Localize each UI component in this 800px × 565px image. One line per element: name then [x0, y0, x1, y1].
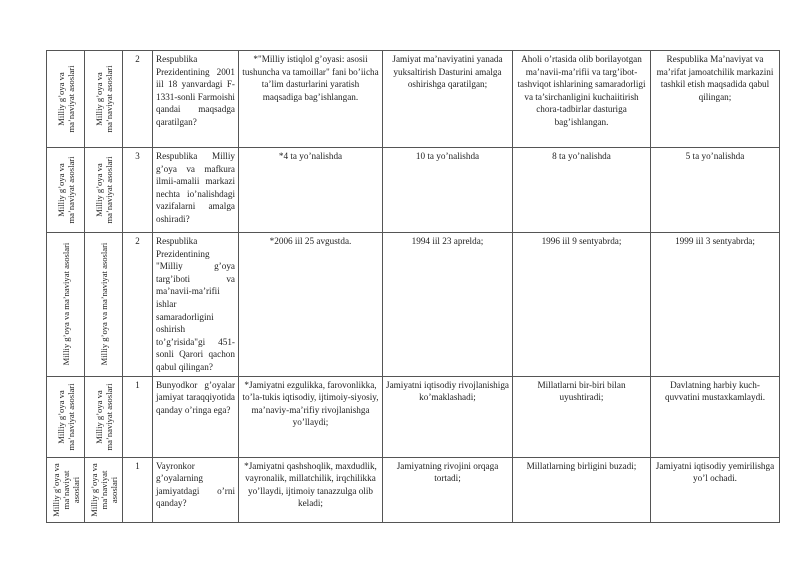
subject-cell: Milliy g’oya va ma’naviyat asoslari [47, 51, 85, 148]
difficulty-level: 1 [123, 457, 153, 522]
subject-cell: Milliy g’oya va ma’naviyat asoslari [47, 148, 85, 233]
answer-option: Millatlarning birligini buzadi; [513, 457, 651, 522]
subject-cell: Milliy g’oya va ma’naviyat asoslari [47, 376, 85, 457]
difficulty-level: 2 [123, 51, 153, 148]
answer-option: 1996 iil 9 sentyabrda; [513, 233, 651, 377]
question-text: Bunyodkor g’oyalar jamiyat taraqqiyotida qanday o’ringa ega? [153, 376, 239, 457]
answer-option: 10 ta yo’nalishda [383, 148, 513, 233]
answer-correct: *4 ta yo’nalishda [239, 148, 383, 233]
questions-table [46, 50, 780, 523]
question-text: Respublika Milliy g’oya va mafkura ilmii-amalii markazi nechta io’nalishdagi vazifalarni amalga oshiradi? [153, 148, 239, 233]
table-row [47, 51, 780, 148]
answer-correct: *Jamiyatni ezgulikka, farovonlikka, to’la-tukis iqtisodiy, ijtimoiy-siyosiy, ma’naviy-ma’rifiy rivojlanishga yo’llaydi; [239, 376, 383, 457]
question-text: Respublika Prezidentining "Milliy g’oya targ’iboti va ma’navii-ma’rifii ishlar samaradorligini oshirish to’g’risida"gi 451-sonli Qarori qachon qabul qilingan? [153, 233, 239, 377]
answer-option: Jamiyatning rivojini orqaga tortadi; [383, 457, 513, 522]
answer-correct: *2006 iil 25 avgustda. [239, 233, 383, 377]
table-row [47, 148, 780, 233]
answer-option: Jamiyat ma’naviyatini yanada yuksaltirish Dasturini amalga oshirishga qaratilgan; [383, 51, 513, 148]
answer-option: Aholi o’rtasida olib borilayotgan ma’navii-ma’rifii va targ’ibot-tashviqot ishlarining samaradorligi va ta’sirchanligini kuchaiitirish chora-tadbirlar dasturiga bag’ishlangan. [513, 51, 651, 148]
answer-option: Jamiyatni iqtisodiy rivojlanishiga ko’maklashadi; [383, 376, 513, 457]
answer-correct: *"Milliy istiqlol g’oyasi: asosii tushuncha va tamoillar" fani bo’iicha ta’lim dasturlarini yaratish maqsadiga bag’ishlangan. [239, 51, 383, 148]
table-row [47, 233, 780, 377]
answer-option: Davlatning harbiy kuch-quvvatini mustaxkamlaydi. [651, 376, 780, 457]
subject-cell-secondary: Milliy g’oya va ma’naviyat asoslari [85, 457, 123, 522]
subject-cell: Milliy g’oya va ma’naviyat asoslari [47, 233, 85, 377]
answer-option: Millatlarni bir-biri bilan uyushtiradi; [513, 376, 651, 457]
difficulty-level: 1 [123, 376, 153, 457]
table-row [47, 376, 780, 457]
answer-option: 8 ta yo’nalishda [513, 148, 651, 233]
difficulty-level: 3 [123, 148, 153, 233]
table-row [47, 457, 780, 522]
subject-cell-secondary: Milliy g’oya va ma’naviyat asoslari [85, 376, 123, 457]
answer-option: Jamiyatni iqtisodiy yemirilishga yo’l ochadi. [651, 457, 780, 522]
question-text: Vayronkor g’oyalarning jamiyatdagi o’rni qanday? [153, 457, 239, 522]
answer-option: 1994 iil 23 aprelda; [383, 233, 513, 377]
answer-correct: *Jamiyatni qashshoqlik, maxdudlik, vayronalik, millatchilik, irqchilikka yo’llaydi, ijtimoiy tanazzulga olib keladi; [239, 457, 383, 522]
subject-cell-secondary: Milliy g’oya va ma’naviyat asoslari [85, 51, 123, 148]
answer-option: 5 ta yo’nalishda [651, 148, 780, 233]
subject-cell-secondary: Milliy g’oya va ma’naviyat asoslari [85, 233, 123, 377]
difficulty-level: 2 [123, 233, 153, 377]
answer-option: Respublika Ma’naviyat va ma’rifat jamoatchilik markazini tashkil etish maqsadida qabul qilingan; [651, 51, 780, 148]
subject-cell-secondary: Milliy g’oya va ma’naviyat asoslari [85, 148, 123, 233]
answer-option: 1999 iil 3 sentyabrda; [651, 233, 780, 377]
subject-cell: Milliy g’oya va ma’naviyat asoslari [47, 457, 85, 522]
question-text: Respublika Prezidentining 2001 iil 18 yanvardagi F-1331-sonli Farmoishi qandai maqsadga qaratilgan? [153, 51, 239, 148]
